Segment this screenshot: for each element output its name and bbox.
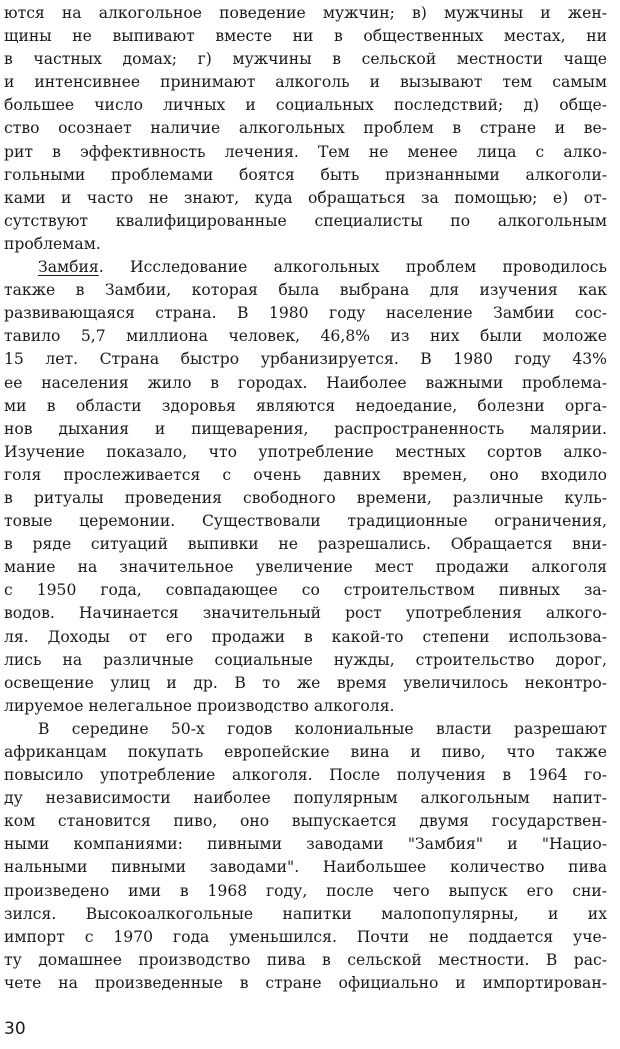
- text-line: также в Замбии, которая была выбрана для изучения как: [4, 281, 607, 300]
- text-line: Изучение показало, что употребление местных сортов алко-: [4, 442, 607, 461]
- text-line: с 1950 года, совпадающее со строительством пивных за-: [4, 581, 607, 600]
- text-line: проблемам.: [4, 234, 101, 253]
- text-line: товые церемонии. Существовали традиционные ограничения,: [4, 512, 607, 531]
- text-line: лись на различные социальные нужды, строительство дорог,: [4, 650, 607, 669]
- text-line: африканцам покупать европейские вина и пиво, что также: [4, 743, 607, 761]
- text-line: [4, 256, 607, 279]
- section-heading-zambia: Замбия: [38, 258, 99, 277]
- page-number: 30: [4, 1019, 26, 1039]
- text-line: ство осознает наличие алкогольных проблем в стране и ве-: [4, 119, 607, 138]
- text-line: ту домашнее производство пива в сельской местности. В рас-: [4, 950, 607, 969]
- paragraph-fifties: [4, 718, 607, 995]
- text-line: лируемое нелегальное производство алкоголя.: [4, 696, 395, 715]
- text-line: сутствуют квалифицированные специалисты по алкогольным: [4, 211, 607, 230]
- text-fragment: . Исследование алкогольных проблем проводилось: [98, 258, 607, 277]
- text-line: ными компаниями: пивными заводами "Замбия" и "Нацио-: [4, 835, 607, 854]
- text-line: рит в эффективность лечения. Тем не менее лица с алко-: [4, 142, 607, 161]
- text-line: ми в области здоровья являются недоедание, болезни орга-: [4, 396, 607, 415]
- text-line: и интенсивнее принимают алкоголь и вызывают тем самым: [4, 73, 607, 92]
- text-line: нов дыхания и пищеварения, распространенность малярии.: [4, 419, 607, 438]
- text-line: освещение улиц и др. В то же время увеличилось неконтро-: [4, 673, 607, 692]
- text-line: нальными пивными заводами". Наибольшее количество пива: [4, 858, 607, 877]
- text-line: голя прослеживается с очень давних времен, оно входило: [4, 465, 607, 484]
- text-line: мание на значительное увеличение мест продажи алкоголя: [4, 558, 607, 577]
- text-line: ду независимости наиболее популярным алкогольным напит-: [4, 789, 607, 808]
- text-line: большее число личных и социальных последствий; д) обще-: [4, 96, 607, 115]
- text-line: развивающаяся страна. В 1980 году население Замбии сос-: [4, 304, 607, 323]
- text-line: ее населения жило в городах. Наиболее важными проблема-: [4, 373, 607, 392]
- text-line: импорт с 1970 года уменьшился. Почти не поддается уче-: [4, 927, 607, 946]
- text-line: водов. Начинается значительный рост употребления алкого-: [4, 604, 607, 623]
- text-line: в ритуалы проведения свободного времени, различные куль-: [4, 488, 607, 507]
- text-line: ками и часто не знают, куда обращаться за помощью; е) от-: [4, 188, 607, 207]
- paragraph-conclusions: [4, 2, 607, 256]
- text-line: ком становится пиво, оно выпускается двумя государствен-: [4, 812, 607, 831]
- text-line: гольными проблемами боятся быть признанными алкоголи-: [4, 165, 607, 184]
- paragraph-zambia: [4, 256, 607, 718]
- text-line: повысило употребление алкоголя. После получения в 1964 го-: [4, 766, 607, 785]
- text-line: щины не выпивают вместе ни в общественных местах, ни: [4, 27, 607, 46]
- text-line: 15 лет. Страна быстро урбанизируется. В 1980 году 43%: [4, 350, 607, 369]
- text-line: ля. Доходы от его продажи в какой-то степени использова-: [4, 627, 607, 646]
- text-line: произведено ими в 1968 году, после чего выпуск его сни-: [4, 881, 607, 900]
- text-line: В середине 50-х годов колониальные власти разрешают: [38, 719, 607, 738]
- text-line: ются на алкогольное поведение мужчин; в) мужчины и жен-: [4, 4, 607, 22]
- text-line: зился. Высокоалкогольные напитки малопопулярны, и их: [4, 904, 607, 923]
- body-text: [4, 2, 607, 995]
- text-line: чете на произведенные в стране официально и импортирован-: [4, 973, 607, 992]
- text-line: тавило 5,7 миллиона человек, 46,8% из них были моложе: [4, 327, 607, 346]
- text-line: в частных домах; г) мужчины в сельской местности чаще: [4, 50, 607, 69]
- text-line: в ряде ситуаций выпивки не разрешались. Обращается вни-: [4, 535, 607, 554]
